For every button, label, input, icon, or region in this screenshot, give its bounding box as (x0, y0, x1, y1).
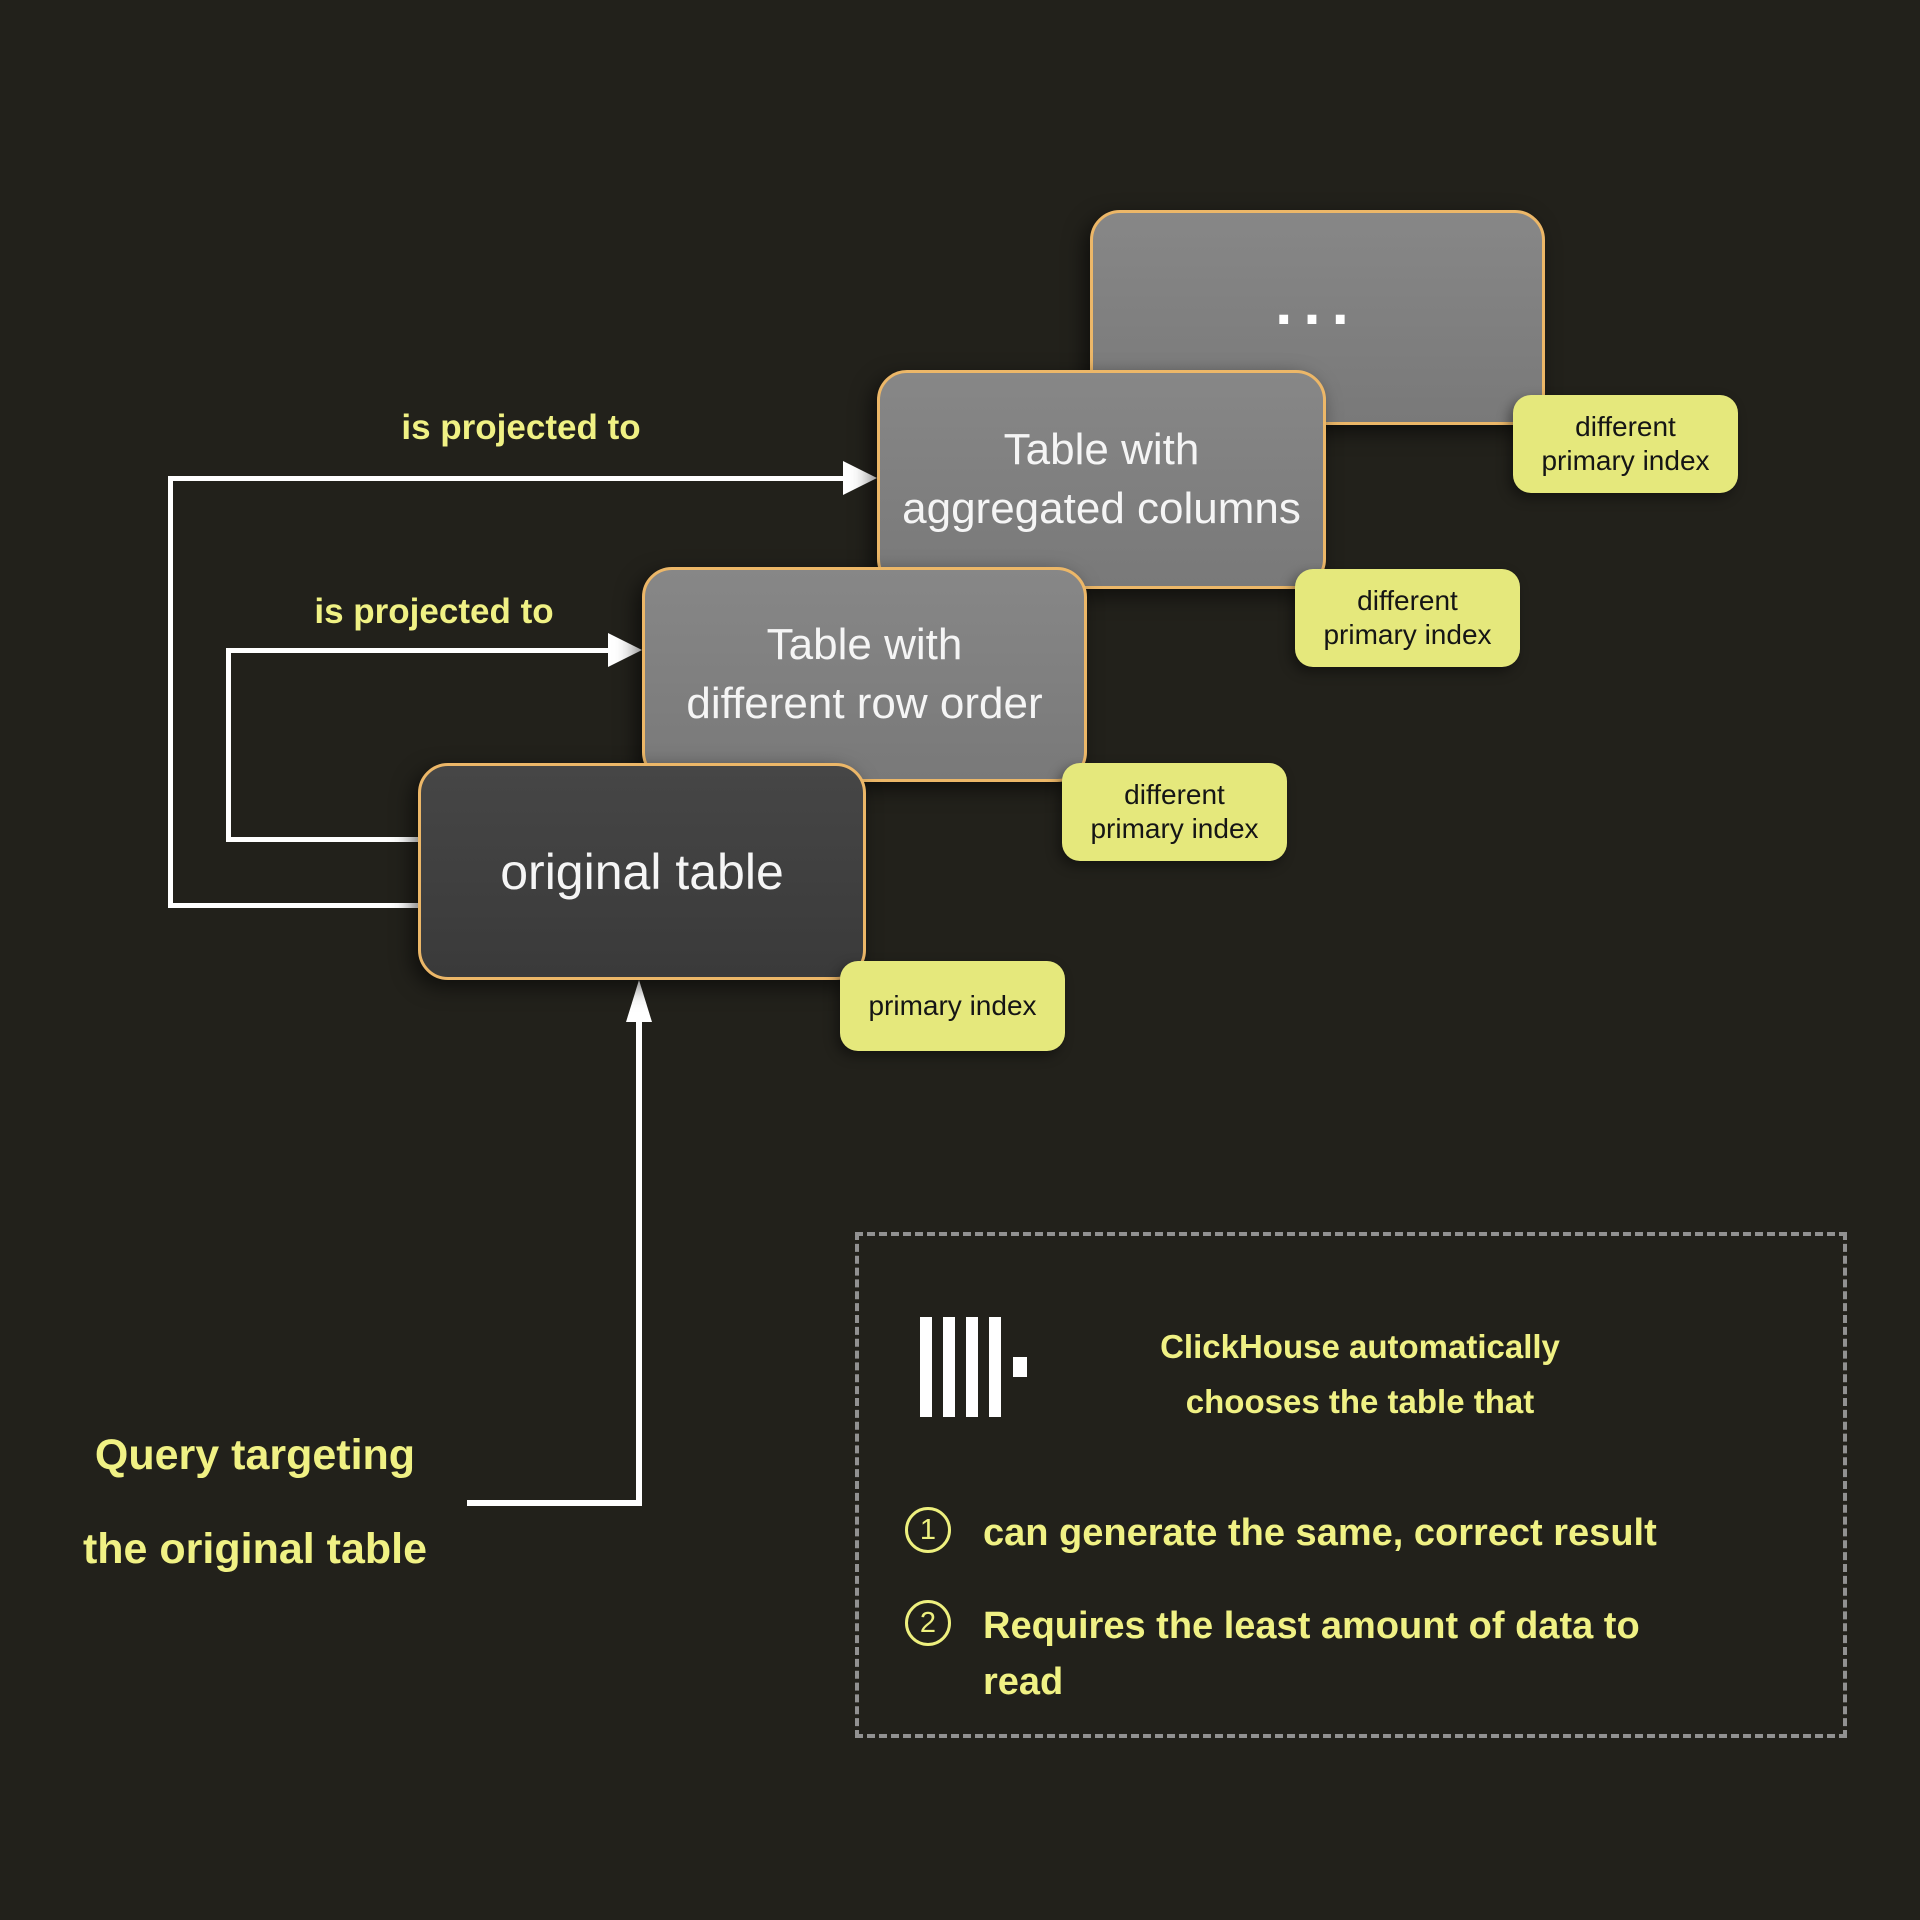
label-middle-line1: different (1357, 585, 1458, 616)
label-lower-line2: primary index (1090, 813, 1259, 844)
arrow-query-horizontal-segment (467, 1500, 640, 1506)
info-item-1-text: can generate the same, correct result (983, 1512, 1657, 1554)
is-projected-to-label-middle: is projected to (314, 592, 554, 631)
arrow-head-query-icon (626, 980, 652, 1022)
query-label-line1: Query targeting (94, 1431, 416, 1479)
arrow-aggregated-vertical-segment (168, 476, 173, 908)
label-top-line2: primary index (1541, 445, 1710, 476)
different-primary-index-label-lower (1062, 763, 1287, 861)
info-title-line2: chooses the table that (1185, 1383, 1535, 1420)
label-original-text: primary index (868, 990, 1037, 1021)
circled-number-2-icon: 2 (905, 1600, 951, 1646)
primary-index-label (840, 961, 1065, 1051)
info-list-item (905, 1598, 1745, 1710)
query-label-line2: the original table (82, 1525, 428, 1573)
roworder-box-line1: Table with (766, 620, 963, 670)
arrow-roworder-vertical-segment (226, 648, 231, 842)
info-panel-title (1040, 1319, 1680, 1429)
different-primary-index-label-top (1513, 395, 1738, 493)
aggregated-box-line1: Table with (1003, 425, 1200, 475)
ellipsis-text: ... (1275, 269, 1360, 338)
arrow-roworder-bottom-segment (226, 837, 420, 842)
circled-number-1-icon: 1 (905, 1507, 951, 1553)
arrow-head-roworder-icon (608, 633, 642, 667)
aggregated-columns-table-box (877, 370, 1326, 589)
label-top-line1: different (1575, 411, 1676, 442)
original-table-box (418, 763, 866, 980)
info-list-item (905, 1505, 1745, 1561)
query-targeting-label (60, 1408, 450, 1596)
aggregated-box-line2: aggregated columns (902, 483, 1301, 533)
arrow-aggregated-top-segment (168, 476, 848, 481)
row-order-table-box (642, 567, 1087, 782)
arrow-query-vertical-segment (636, 1020, 642, 1506)
info-title-line1: ClickHouse automatically (1160, 1328, 1560, 1365)
arrow-aggregated-bottom-segment (168, 903, 420, 908)
clickhouse-logo-icon (920, 1317, 1032, 1417)
roworder-box-line2: different row order (686, 678, 1043, 728)
label-middle-line2: primary index (1323, 619, 1492, 650)
arrow-roworder-top-segment (226, 648, 612, 653)
info-item-2-text: Requires the least amount of data to read (983, 1605, 1640, 1703)
arrow-head-aggregated-icon (843, 461, 877, 495)
different-primary-index-label-middle (1295, 569, 1520, 667)
label-lower-line1: different (1124, 779, 1225, 810)
is-projected-to-label-top: is projected to (401, 408, 641, 447)
original-table-text: original table (500, 843, 784, 900)
